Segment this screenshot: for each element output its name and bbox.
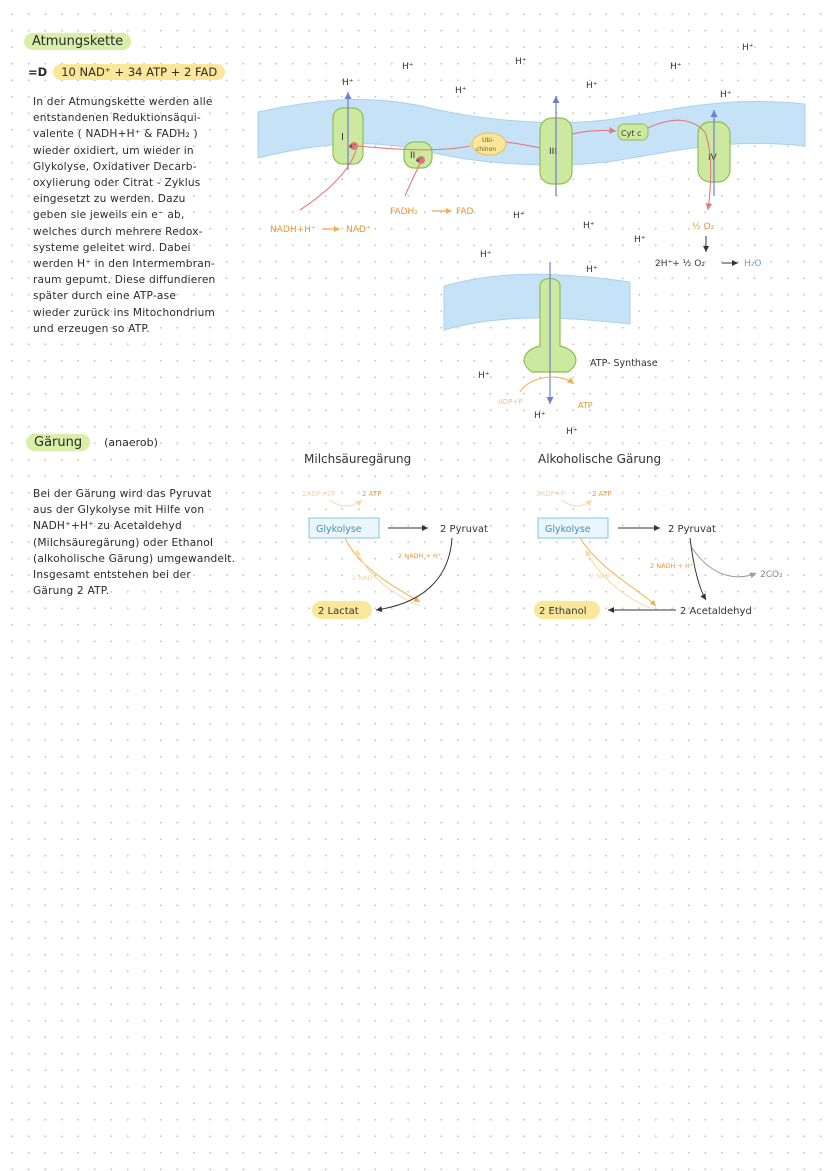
fermentation-title: Gärung [26, 434, 90, 451]
alcoholic-title: Alkoholische Gärung [538, 452, 662, 466]
synthase-membrane [444, 274, 630, 330]
alcoholic-nadh: 2 NADH + H⁺ [650, 562, 694, 570]
text-line: wieder zurück ins Mitochondrium [33, 306, 216, 319]
lactic-nad: 2 NAD⁺ [352, 574, 376, 582]
alcoholic-co2: 2CO₂ [760, 570, 783, 580]
complex-3-label: III [549, 147, 557, 157]
proton-label: H⁺ [586, 81, 598, 91]
complex-4-label: IV [708, 153, 717, 163]
text-line: In der Atmungskette werden alle [33, 96, 213, 108]
adp-label: ADP+P [498, 398, 523, 406]
complex-2-label: II [410, 151, 416, 161]
electron-label-1: e⁻ [349, 143, 356, 150]
proton-label: H⁺ [720, 90, 732, 100]
cytc-label: Cyt c [621, 129, 642, 138]
lactic-glycolysis: Glykolyse [316, 524, 362, 535]
lactic-atp: 2 ATP [362, 490, 382, 498]
text-line: (Milchsäuregärung) oder Ethanol [33, 536, 214, 549]
proton-label: H⁺ [534, 411, 546, 421]
alcoholic-atp: 2 ATP [592, 490, 612, 498]
alcoholic-pyruvate: 2 Pyruvat [668, 524, 716, 535]
fermentation-subtitle: (anaerob) [104, 436, 158, 449]
atp-formation-arrow [520, 377, 574, 392]
text-line: wieder oxidiert, um wieder in [33, 144, 194, 157]
text-line: welches durch mehrere Redox- [33, 225, 203, 238]
proton-label: H⁺ [480, 250, 492, 260]
implies-symbol: =D [28, 65, 48, 79]
text-line: und erzeugen so ATP. [33, 322, 150, 335]
text-line: (alkoholische Gärung) umgewandelt. [33, 552, 236, 565]
fadh2-label: FADH₂ [390, 207, 418, 217]
lactic-pyruvate: 2 Pyruvat [440, 524, 488, 535]
text-line: Glykolyse, Oxidativer Decarb- [33, 160, 197, 173]
electron-path-2 [405, 164, 420, 196]
alcoholic-glycolysis: Glykolyse [545, 524, 591, 535]
respiration-title: Atmungskette [24, 33, 131, 50]
proton-label: H⁺ [583, 221, 595, 231]
atp-label: ATP [578, 401, 593, 410]
respiratory-chain-diagram [0, 0, 828, 437]
lactic-product: 2 Lactat [318, 606, 359, 617]
synthase-label: ATP- Synthase [590, 358, 658, 369]
text-line: später durch eine ATP-ase [33, 290, 177, 303]
proton-label: H⁺ [515, 57, 527, 67]
text-line: Bei der Gärung wird das Pyruvat [33, 488, 212, 500]
lactic-nadh-arrow [345, 538, 420, 602]
text-line: Gärung 2 ATP. [33, 585, 110, 598]
ubiquinone-label-1: Ubi- [482, 137, 495, 144]
text-line: valente ( NADH+H⁺ & FADH₂ ) [33, 128, 198, 141]
proton-label: H⁺ [478, 371, 490, 381]
alcoholic-co2-arrow [692, 548, 756, 577]
proton-label: H⁺ [342, 78, 354, 88]
water-product: H₂O [744, 259, 762, 269]
lactic-product-arrow [376, 538, 452, 610]
nad-label: NAD⁺ [346, 225, 371, 235]
proton-label: H⁺ [670, 62, 682, 72]
ubiquinone-label-2: chinon [476, 146, 497, 153]
proton-label: H⁺ [634, 235, 646, 245]
text-line: eingesetzt zu werden. Dazu [33, 193, 186, 206]
water-reaction: 2H⁺+ ½ O₂ [655, 259, 705, 269]
proton-label: H⁺ [402, 62, 414, 72]
alcoholic-adp: 2ADP+P [536, 490, 565, 498]
lactic-adp: 2ADP+2P [302, 490, 336, 498]
text-line: oxylierung oder Citrat - Zyklus [33, 177, 201, 190]
fad-label: FAD [456, 207, 474, 217]
proton-label: H⁺ [586, 265, 598, 275]
text-line: aus der Glykolyse mit Hilfe von [33, 504, 205, 517]
proton-label: H⁺ [513, 211, 525, 221]
proton-label: H⁺ [742, 43, 754, 53]
text-line: systeme geleitet wird. Dabei [33, 241, 191, 254]
complex-2 [404, 142, 432, 168]
proton-label: H⁺ [455, 86, 467, 96]
complex-1-label: I [341, 132, 344, 143]
lactic-nadh: 2 NADH + H⁺ [398, 552, 442, 560]
proton-label: H⁺ [566, 427, 578, 437]
text-line: NADH⁺+H⁺ zu Acetaldehyd [33, 520, 182, 533]
alcoholic-acetaldehyde: 2 Acetaldehyd [680, 606, 752, 617]
nadh-label: NADH+H⁺ [270, 225, 316, 235]
lactic-atp-arrow [330, 500, 362, 506]
lactic-title: Milchsäuregärung [304, 452, 412, 466]
alcoholic-product: 2 Ethanol [539, 606, 587, 617]
text-line: Insgesamt entstehen bei der [33, 569, 191, 582]
half-o2-label: ½ O₂ [692, 222, 715, 232]
text-line: raum gepumt. Diese diffundieren [33, 274, 216, 287]
alcoholic-atp-arrow [562, 500, 592, 506]
respiration-yield: 10 NAD⁺ + 34 ATP + 2 FAD [53, 64, 225, 80]
text-line: geben sie jeweils ein e⁻ ab, [33, 209, 185, 222]
text-line: werden H⁺ in den Intermembran- [33, 258, 215, 271]
electron-label-2: e⁻ [416, 157, 423, 164]
text-line: entstandenen Reduktionsäqui- [33, 112, 201, 125]
alcoholic-nad: 2 NAD⁺ [590, 572, 614, 580]
fermentation-diagrams [0, 430, 828, 640]
